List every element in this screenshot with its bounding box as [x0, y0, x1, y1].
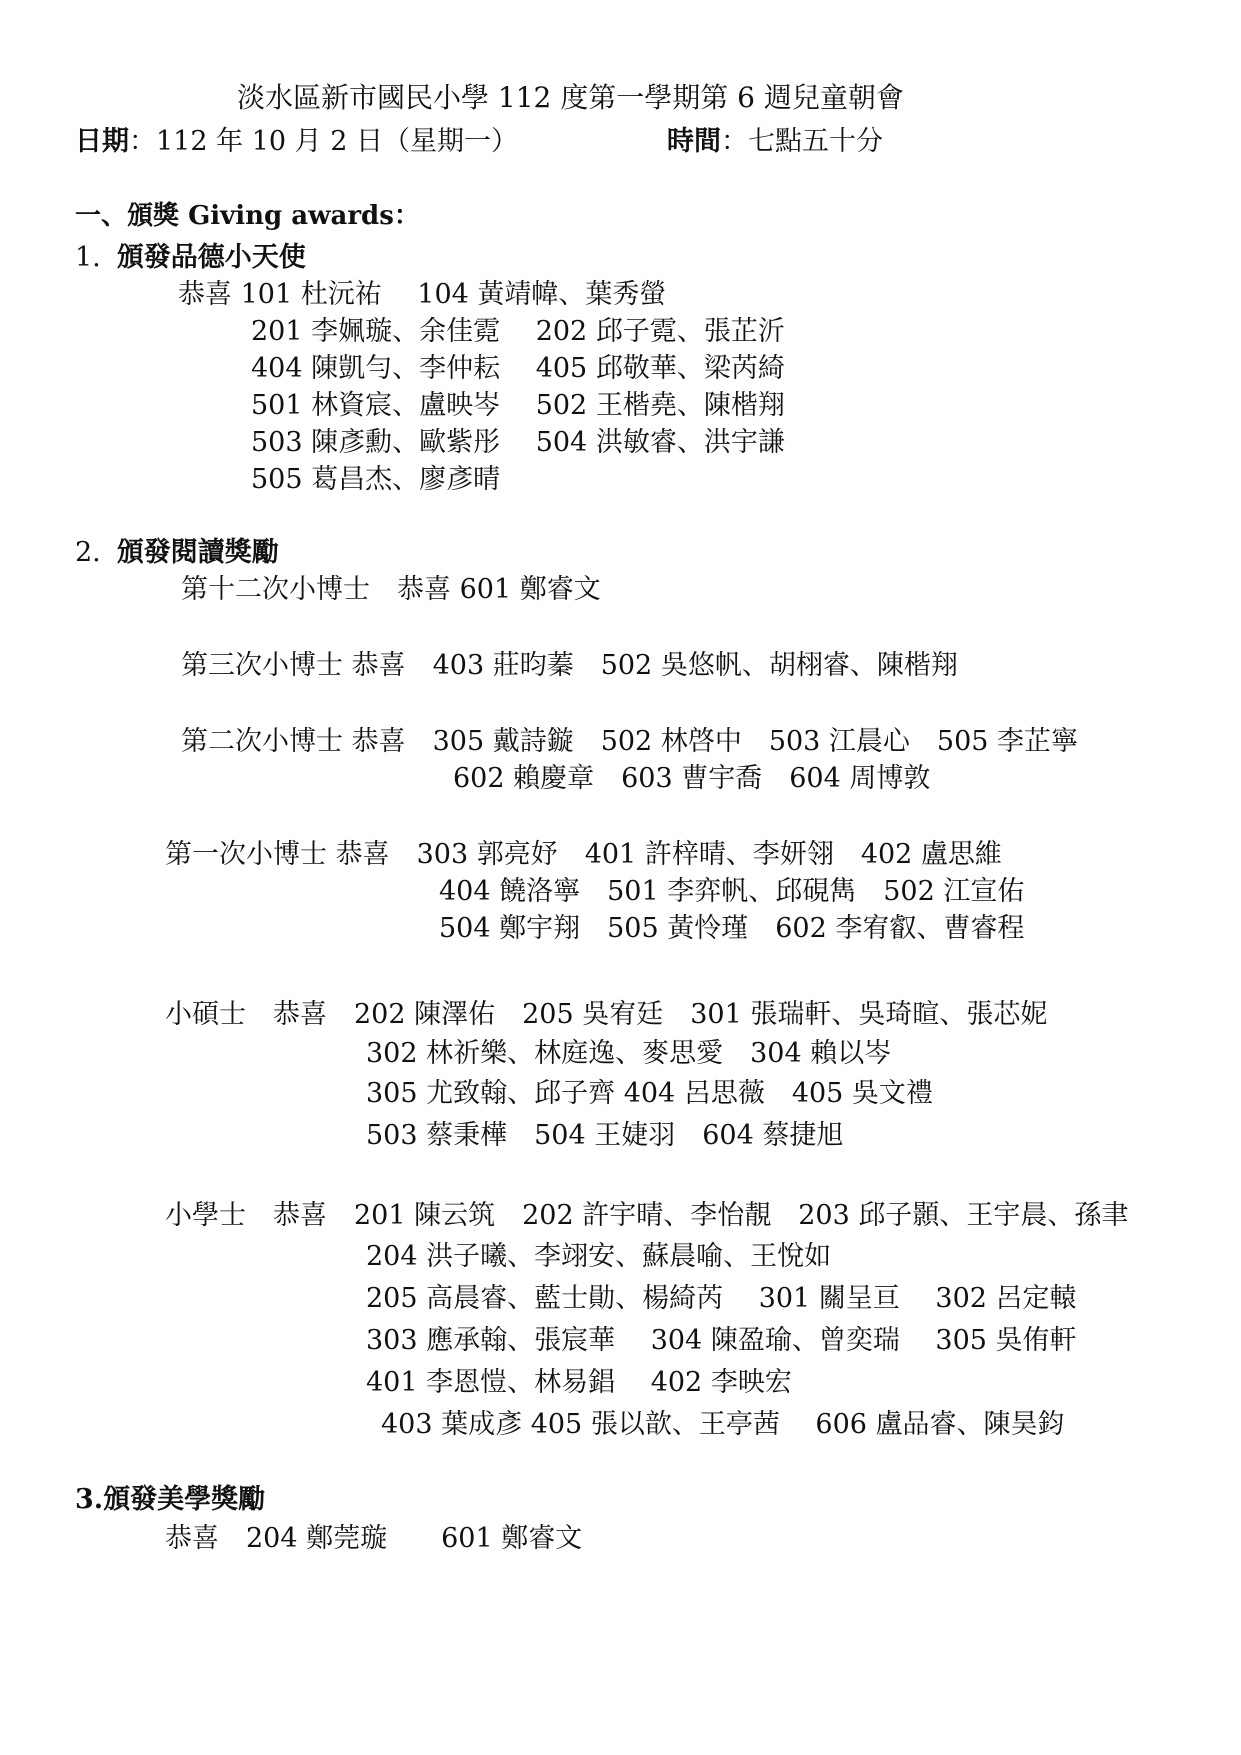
item2-heading	[75, 539, 279, 566]
time-value: ：七點五十分	[721, 126, 883, 157]
award-line: 204 洪子曦、李翊安、蘇晨喻、王悅如	[366, 1241, 832, 1272]
award-line: 501 林資宸、盧映岑 502 王楷堯、陳楷翔	[251, 390, 785, 421]
award-line: 404 饒洛寧 501 李弈帆、邱硯雋 502 江宣佑	[439, 876, 1025, 907]
date-label: 日期	[75, 126, 129, 157]
award-line: 305 尤致翰、邱子齊 404 呂思薇 405 吳文禮	[366, 1078, 933, 1109]
award-line: 第二次小博士 恭喜 305 戴詩鏇 502 林啓中 503 江晨心 505 李芷寧	[181, 726, 1079, 757]
award-line: 403 葉成彥 405 張以歆、王亭茜 606 盧品睿、陳昊鈞	[381, 1409, 1065, 1440]
award-line: 小學士 恭喜 201 陳云筑 202 許宇晴、李怡靚 203 邱子顥、王宇晨、孫聿	[165, 1200, 1129, 1231]
date-line	[75, 128, 518, 155]
award-line: 602 賴慶章 603 曹宇喬 604 周博敦	[453, 763, 931, 794]
section-title-en: Giving awards	[179, 201, 394, 231]
award-line: 第三次小博士 恭喜 403 莊昀蓁 502 吳悠帆、胡栩睿、陳楷翔	[181, 650, 958, 681]
section-title-colon: ：	[393, 201, 420, 231]
award-line: 恭喜 101 杜沅祐 104 黃靖幃、葉秀螢	[178, 279, 667, 310]
award-line: 303 應承翰、張宸華 304 陳盈瑜、曾奕瑞 305 吳侑軒	[366, 1325, 1077, 1356]
award-line: 第十二次小博士 恭喜 601 鄭睿文	[181, 574, 601, 605]
award-line: 503 蔡秉樺 504 王婕羽 604 蔡捷旭	[366, 1120, 844, 1151]
award-line: 401 李恩愷、林易錩 402 李映宏	[366, 1367, 792, 1398]
award-line: 302 林祈樂、林庭逸、麥思愛 304 賴以岑	[366, 1038, 892, 1069]
item2-number: 2.	[75, 537, 101, 568]
item1-heading	[75, 244, 306, 271]
award-line: 503 陳彥勳、歐紫彤 504 洪敏睿、洪宇謙	[251, 427, 785, 458]
section-title-zh: 一、頒獎	[75, 201, 180, 231]
award-line: 205 高晨睿、藍士勛、楊綺芮 301 關呈亘 302 呂定轅	[366, 1283, 1077, 1314]
time-line	[667, 128, 883, 155]
award-line: 201 李姵璇、余佳霓 202 邱子霓、張芷沂	[251, 316, 785, 347]
item1-number: 1.	[75, 242, 101, 273]
date-value: ：112 年 10 月 2 日（星期一）	[129, 126, 518, 157]
item3-heading: 3.頒發美學獎勵	[75, 1484, 266, 1515]
item1-title: 頒發品德小天使	[116, 242, 306, 273]
award-line: 404 陳凱勻、李仲耘 405 邱敬華、梁芮綺	[251, 353, 785, 384]
award-line: 第一次小博士 恭喜 303 郭亮妤 401 許梓晴、李妍翎 402 盧思維	[165, 839, 1002, 870]
section-heading-awards	[75, 203, 420, 229]
award-line: 小碩士 恭喜 202 陳澤佑 205 吳宥廷 301 張瑞軒、吳琦暄、張芯妮	[165, 999, 1048, 1030]
award-line: 恭喜 204 鄭莞璇 601 鄭睿文	[165, 1523, 583, 1554]
award-line: 504 鄭宇翔 505 黃怜瑾 602 李宥叡、曹睿程	[439, 913, 1025, 944]
award-line: 505 葛昌杰、廖彥晴	[251, 464, 501, 495]
time-label: 時間	[667, 126, 721, 157]
page-title: 淡水區新市國民小學 112 度第一學期第 6 週兒童朝會	[237, 81, 904, 114]
item2-title: 頒發閱讀獎勵	[116, 537, 279, 568]
